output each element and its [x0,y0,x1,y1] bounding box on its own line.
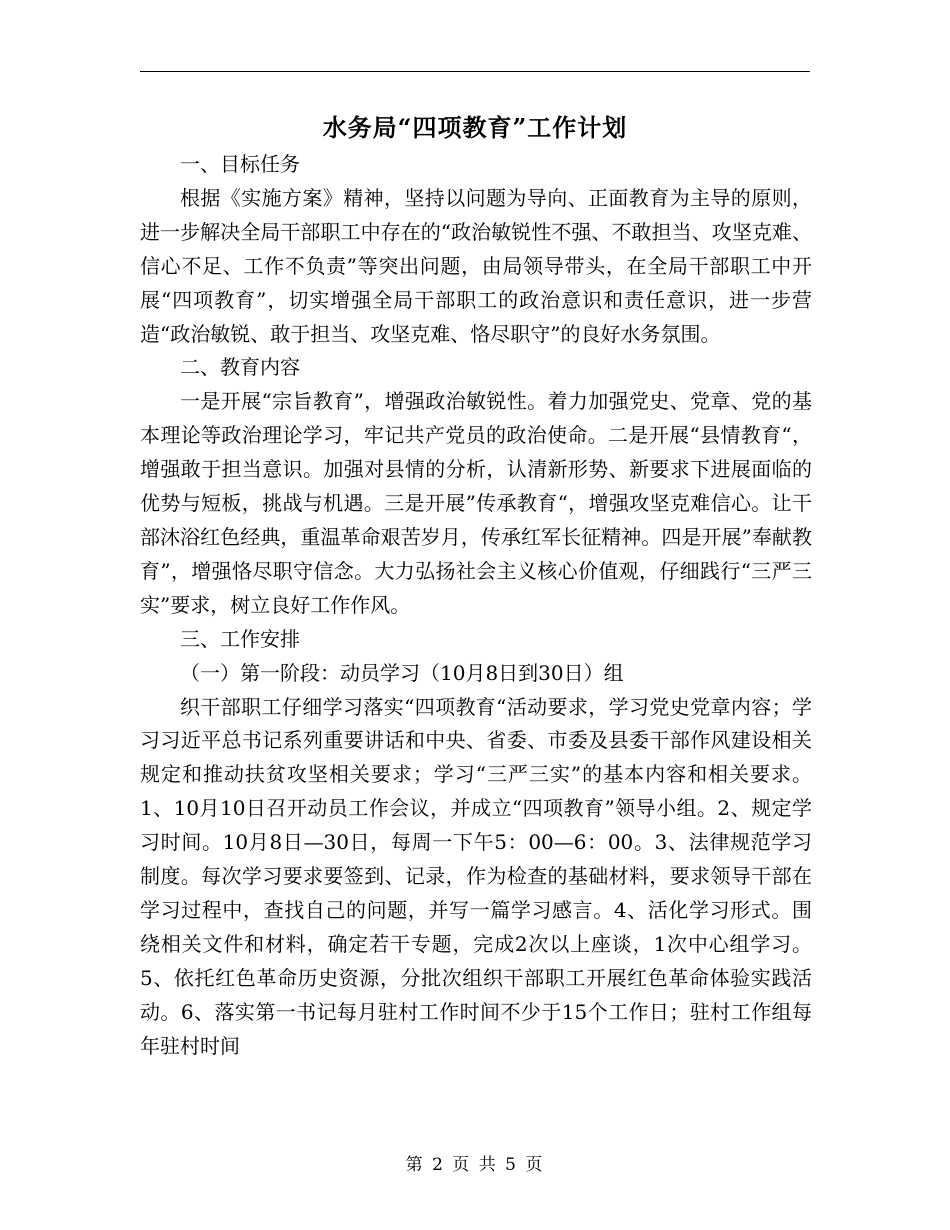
subsection-heading-1: （一）第一阶段：动员学习（10月8日到30日）组 [180,660,624,685]
header-rule [140,71,810,72]
section-heading-2: 二、教育内容 [180,355,300,380]
page-number-footer: 第 2 页 共 5 页 [405,1155,545,1175]
document-body [140,148,812,1063]
body-paragraph-2: 一是开展“宗旨教育”，增强政治敏锐性。着力加强党史、党章、党的基本理论等政治理论学习，牢记共产党员的政治使命。二是开展“县情教育“，增强敢于担当意识。加强对县情的分析，认清新形势、新要求下进展面临的优势与短板，挑战与机遇。三是开展”传承教育“，增强攻坚克难信心。让干部沐浴红色经典，重温革命艰苦岁月，传承红军长征精神。四是开展”奉献教育”，增强恪尽职守信念。大力弘扬社会主义核心价值观，仔细践行“三严三实”要求，树立良好工作作风。 [140,389,812,617]
section-heading-1: 一、目标任务 [180,152,300,176]
body-paragraph-3: 织干部职工仔细学习落实“四项教育“活动要求，学习党史党章内容；学习习近平总书记系列重要讲话和中央、省委、市委及县委干部作风建设相关规定和推动扶贫攻坚相关要求；学习“三严三实”的基本内容和相关要求。1、10月10日召开动员工作会议，并成立“四项教育”领导小组。2、规定学习时间。10月8日—30日，每周一下午5：00—6：00。3、法律规范学习制度。每次学习要求要签到、记录，作为检查的基础材料，要求领导干部在学习过程中，查找自己的问题，并写一篇学习感言。4、活化学习形式。围绕相关文件和材料，确定若干专题，完成2次以上座谈，1次中心组学习。5、依托红色革命历史资源，分批次组织干部职工开展红色革命体验实践活动。6、落实第一书记每月驻村工作时间不少于15个工作日；驻村工作组每年驻村时间 [140,694,812,1058]
body-paragraph-1: 根据《实施方案》精神，坚持以问题为导向、正面教育为主导的原则，进一步解决全局干部职工中存在的“政治敏锐性不强、不敢担当、攻坚克难、信心不足、工作不负责”等突出问题，由局领导带头，在全局干部职工中开展“四项教育”，切实增强全局干部职工的政治意识和责任意识，进一步营造“政治敏锐、敢于担当、攻坚克难、恪尽职守”的良好水务氛围。 [140,185,812,346]
document-title: 水务局“四项教育”工作计划 [322,113,628,142]
section-heading-3: 三、工作安排 [180,626,300,651]
